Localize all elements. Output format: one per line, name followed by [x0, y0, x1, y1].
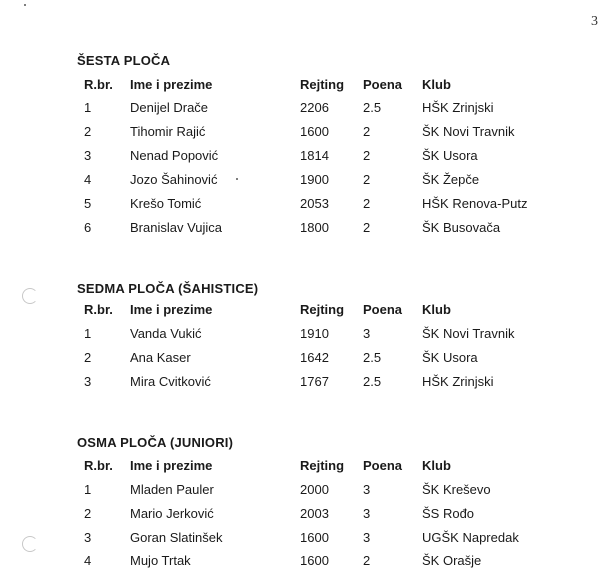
cell-name: Krešo Tomić [130, 196, 202, 211]
cell-name: Vanda Vukić [130, 326, 202, 341]
cell-rating: 2053 [300, 196, 329, 211]
table-row [0, 100, 600, 120]
cell-rb: 4 [84, 172, 92, 187]
cell-rb: 4 [84, 553, 92, 568]
cell-points: 2.5 [363, 374, 382, 389]
cell-rating: 1600 [300, 553, 329, 568]
cell-points: 2 [363, 172, 371, 187]
cell-points: 3 [363, 506, 371, 521]
cell-rb: 5 [84, 196, 92, 211]
cell-points: 2 [363, 196, 371, 211]
table-row [0, 220, 600, 240]
table-row [0, 506, 600, 526]
col-header-rating: Rejting [300, 302, 345, 317]
col-header-club: Klub [422, 302, 451, 317]
col-header-points: Poena [363, 458, 403, 473]
table-header [0, 77, 600, 97]
cell-rating: 1900 [300, 172, 329, 187]
cell-name: Mario Jerković [130, 506, 214, 521]
section-title: SEDMA PLOČA (ŠAHISTICE) [77, 281, 259, 296]
col-header-club: Klub [422, 77, 451, 92]
cell-points: 2 [363, 148, 371, 163]
col-header-rb: R.br. [84, 458, 113, 473]
cell-rating: 1800 [300, 220, 329, 235]
scan-speck [24, 4, 26, 6]
section-title: ŠESTA PLOČA [77, 53, 171, 68]
cell-rating: 2003 [300, 506, 329, 521]
cell-club: HŠK Renova-Putz [422, 196, 528, 211]
cell-rb: 3 [84, 374, 92, 389]
cell-rb: 3 [84, 148, 92, 163]
cell-rb: 1 [84, 482, 92, 497]
cell-rating: 2000 [300, 482, 329, 497]
cell-name: Ana Kaser [130, 350, 191, 365]
cell-club: ŠK Busovača [422, 220, 501, 235]
cell-name: Tihomir Rajić [130, 124, 206, 139]
cell-club: ŠK Kreševo [422, 482, 491, 497]
cell-points: 2 [363, 220, 371, 235]
cell-rating: 1642 [300, 350, 329, 365]
table-header [0, 302, 600, 322]
col-header-rating: Rejting [300, 458, 345, 473]
cell-rb: 2 [84, 124, 92, 139]
cell-name: Mujo Trtak [130, 553, 191, 568]
table-row [0, 374, 600, 394]
table-row [0, 196, 600, 216]
cell-name: Goran Slatinšek [130, 530, 223, 545]
table-row [0, 530, 600, 550]
cell-name: Denijel Drače [130, 100, 209, 115]
cell-points: 3 [363, 530, 371, 545]
cell-club: ŠK Usora [422, 148, 478, 163]
cell-club: ŠS Rođo [422, 506, 475, 521]
col-header-points: Poena [363, 77, 403, 92]
cell-club: ŠK Žepče [422, 172, 480, 187]
cell-rb: 1 [84, 100, 92, 115]
cell-club: UGŠK Napredak [422, 530, 519, 545]
table-row [0, 326, 600, 346]
cell-rating: 1600 [300, 124, 329, 139]
page-number: 3 [591, 14, 598, 29]
col-header-rb: R.br. [84, 77, 113, 92]
col-header-points: Poena [363, 302, 403, 317]
col-header-rb: R.br. [84, 302, 113, 317]
col-header-name: Ime i prezime [130, 77, 213, 92]
cell-points: 3 [363, 482, 371, 497]
cell-rating: 1767 [300, 374, 329, 389]
cell-rating: 1600 [300, 530, 329, 545]
cell-name: Mira Cvitković [130, 374, 211, 389]
table-row [0, 124, 600, 144]
cell-rb: 2 [84, 350, 92, 365]
cell-rating: 1814 [300, 148, 329, 163]
table-row [0, 148, 600, 168]
cell-name: Mladen Pauler [130, 482, 214, 497]
table-row [0, 350, 600, 370]
col-header-name: Ime i prezime [130, 458, 213, 473]
table-row [0, 553, 600, 573]
cell-rb: 1 [84, 326, 92, 341]
cell-name: Nenad Popović [130, 148, 219, 163]
cell-rb: 2 [84, 506, 92, 521]
cell-name: Branislav Vujica [130, 220, 223, 235]
cell-club: HŠK Zrinjski [422, 100, 494, 115]
cell-points: 2 [363, 553, 371, 568]
section-title: OSMA PLOČA (JUNIORI) [77, 435, 234, 450]
cell-points: 2.5 [363, 100, 382, 115]
table-row [0, 172, 600, 192]
table-row [0, 482, 600, 502]
cell-club: ŠK Usora [422, 350, 478, 365]
col-header-rating: Rejting [300, 77, 345, 92]
cell-rating: 1910 [300, 326, 329, 341]
cell-club: ŠK Novi Travnik [422, 326, 515, 341]
col-header-name: Ime i prezime [130, 302, 213, 317]
col-header-club: Klub [422, 458, 451, 473]
cell-points: 2.5 [363, 350, 382, 365]
cell-name: Jozo Šahinović [130, 172, 218, 187]
cell-points: 2 [363, 124, 371, 139]
cell-club: ŠK Novi Travnik [422, 124, 515, 139]
cell-points: 3 [363, 326, 371, 341]
cell-rb: 3 [84, 530, 92, 545]
table-header [0, 458, 600, 478]
cell-rb: 6 [84, 220, 92, 235]
cell-club: HŠK Zrinjski [422, 374, 494, 389]
cell-rating: 2206 [300, 100, 329, 115]
cell-club: ŠK Orašje [422, 553, 482, 568]
